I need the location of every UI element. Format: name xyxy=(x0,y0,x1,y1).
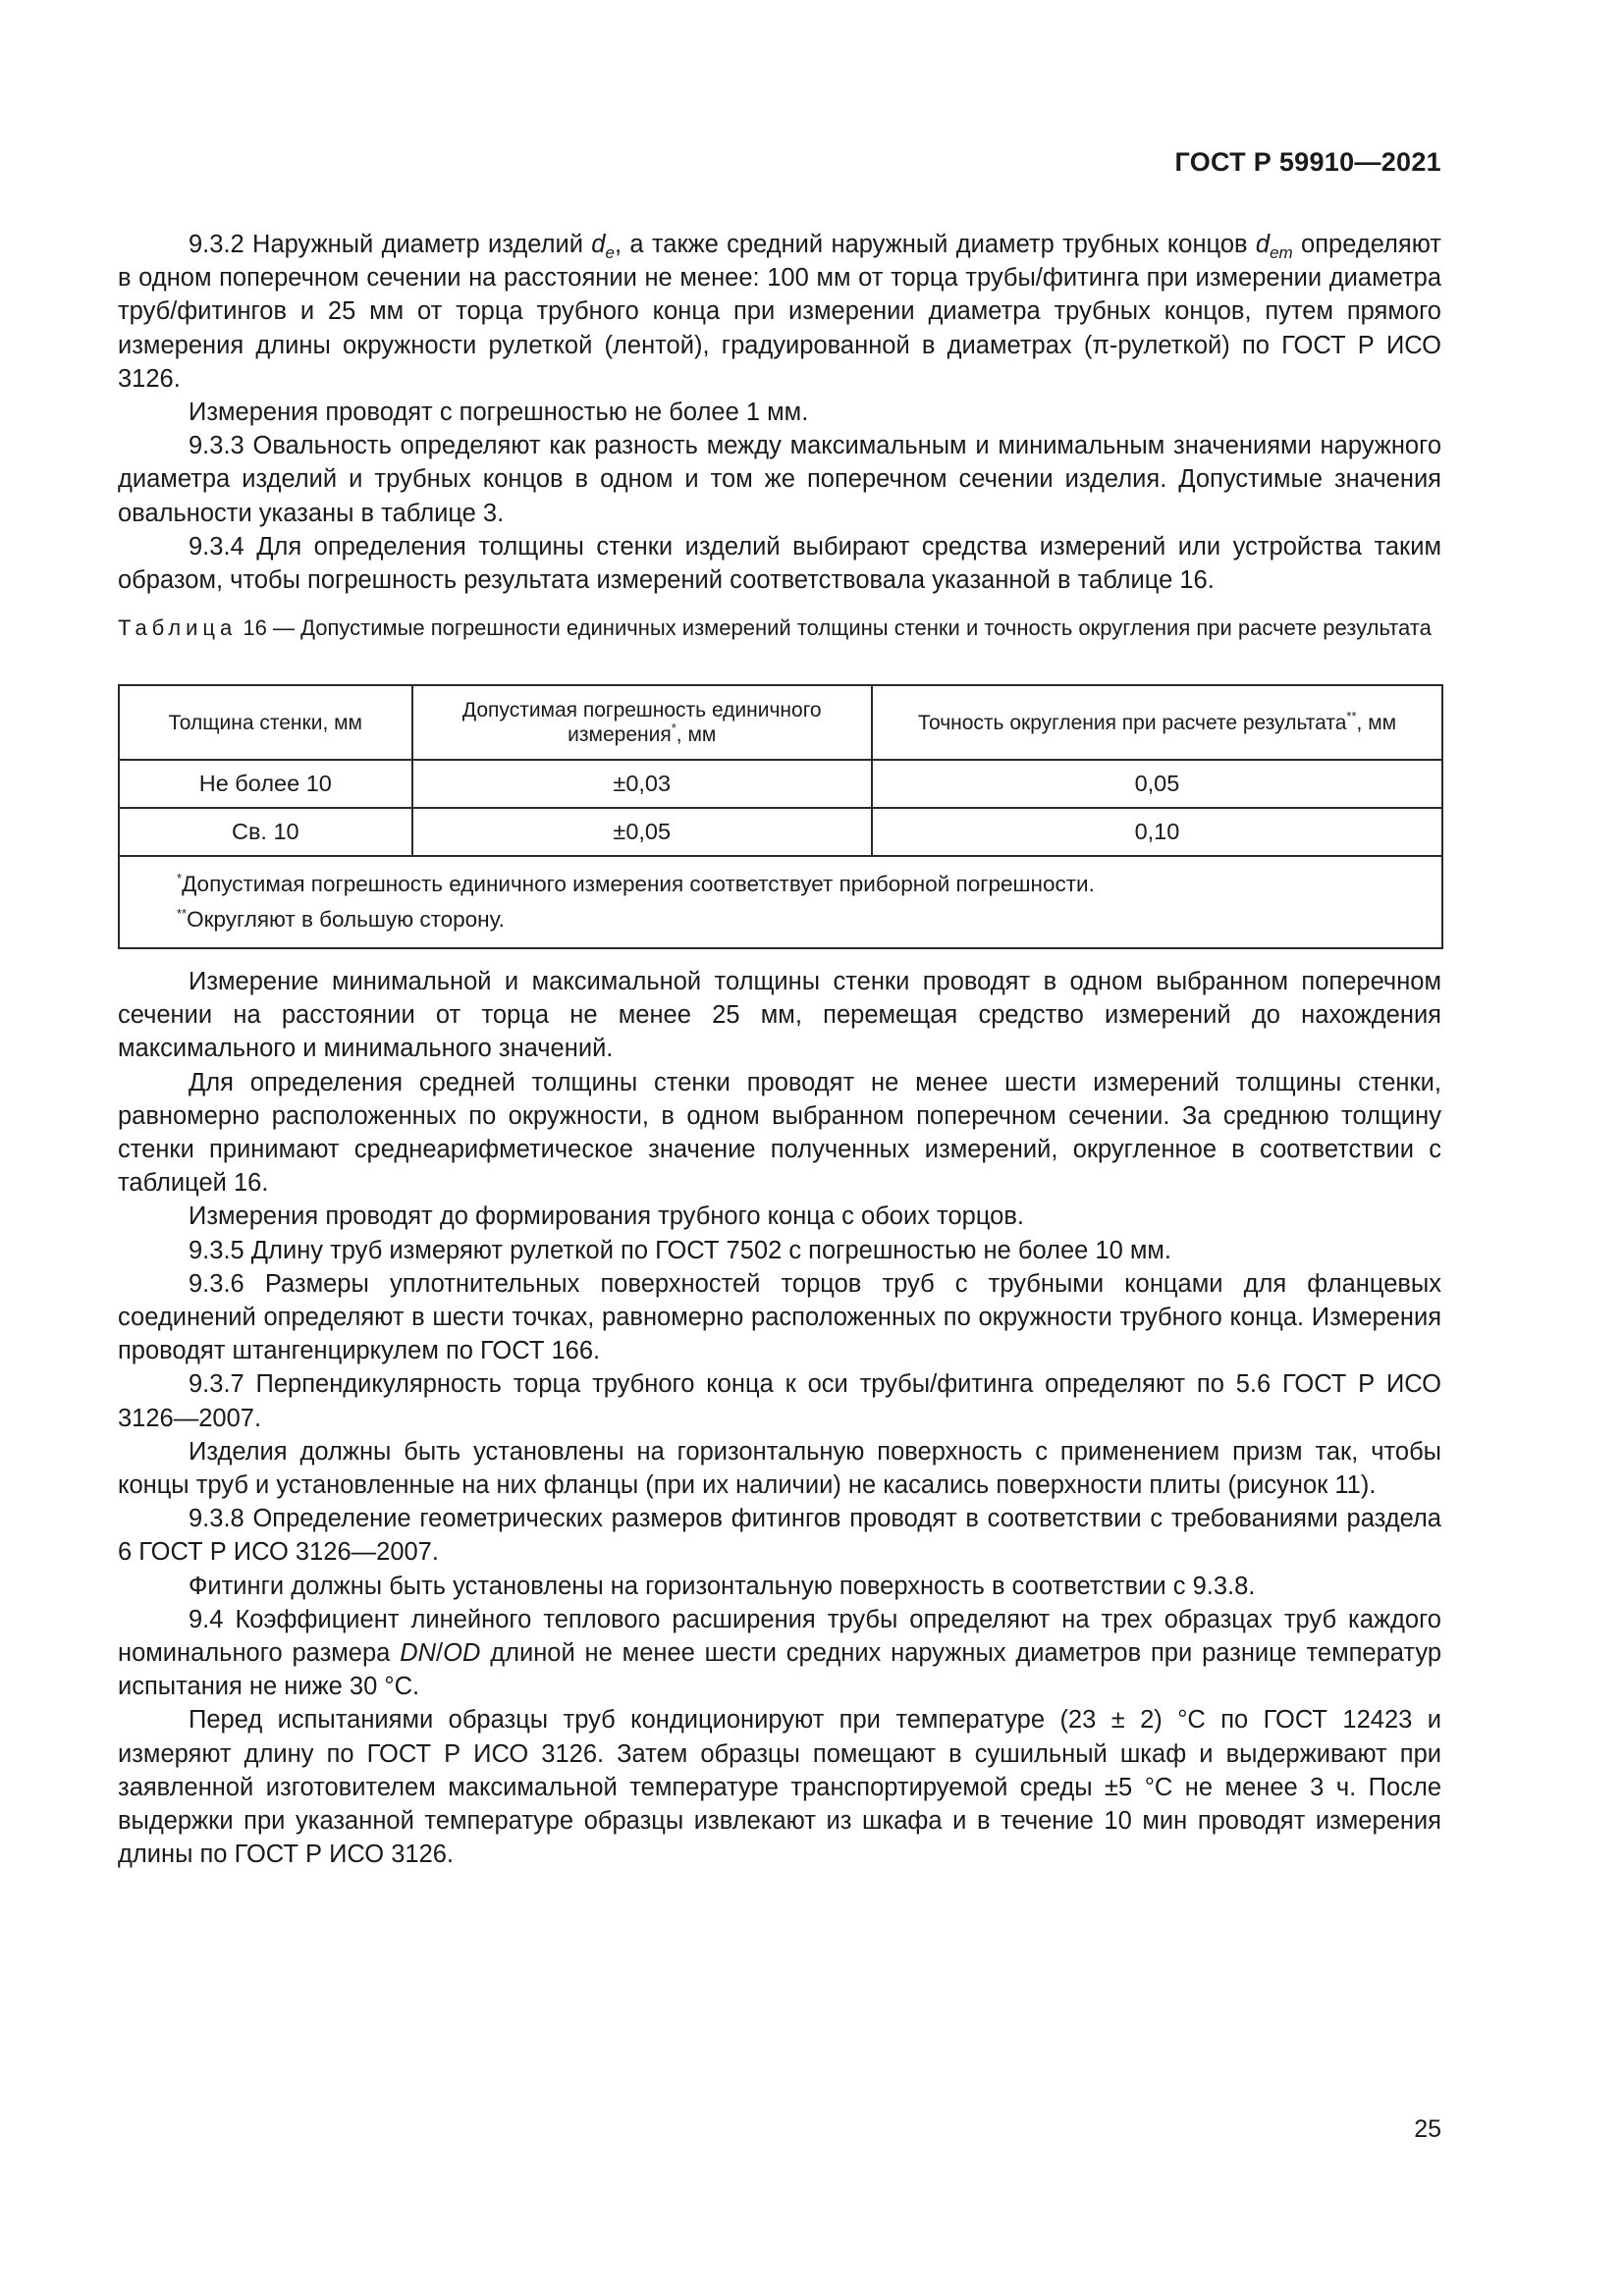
paragraph-9-3-4: 9.3.4 Для определения толщины стенки изделий выбирают средства измерений или устройства таким образом, чтобы погрешность результата измерений соответствовала указанной в таблице 16. xyxy=(118,532,1441,595)
paragraph-9-3-6: 9.3.6 Размеры уплотнительных поверхностей торцов труб с трубными концами для фланцевых соединений определяют в шести точках, равномерно расположенных по окружности трубного конца. Измерения проводят штангенциркулем по ГОСТ 166. xyxy=(118,1269,1441,1365)
table-note-2: **Округляют в большую сторону. xyxy=(177,906,505,932)
table-notes xyxy=(119,856,1442,948)
paragraph-test-procedure: Перед испытаниями образцы труб кондиционируют при температуре (23 ± 2) °С по ГОСТ 12423 и измеряют длину по ГОСТ Р ИСО 3126. Затем образцы помещают в сушильный шкаф и выдерживают при заявленной изготовителем максимальной температуре транспортируемой среды ±5 °С не менее 3 ч. После выдержки при указанной температуре образцы извлекают из шкафа и в течение 10 мин проводят измерения длины по ГОСТ Р ИСО 3126. xyxy=(118,1706,1441,1869)
table-caption-label: Таблица xyxy=(118,615,238,640)
table-row xyxy=(119,760,1442,808)
text-block-bottom xyxy=(118,965,1441,1871)
header-allowed-error: Допустимая погрешность единичного измерения*, мм xyxy=(412,685,872,760)
paragraph-min-max-thickness: Измерение минимальной и максимальной толщины стенки проводят в одном выбранном поперечном сечении на расстоянии от торца не менее 25 мм, перемещая средство измерений до нахождения максимального и минимального значений. xyxy=(118,968,1441,1063)
table-cell: Не более 10 xyxy=(119,760,412,808)
header-rounding-precision: Точность округления при расчете результата**, мм xyxy=(872,685,1442,760)
table-cell: ±0,03 xyxy=(412,760,872,808)
page-number: 25 xyxy=(1414,2115,1441,2143)
table-16 xyxy=(118,684,1443,949)
paragraph-accuracy: Измерения проводят с погрешностью не более 1 мм. xyxy=(189,399,809,427)
text-block-top xyxy=(118,228,1441,597)
header-wall-thickness: Толщина стенки, мм xyxy=(119,685,412,760)
table-notes-row xyxy=(119,856,1442,948)
paragraph-9-3-5: 9.3.5 Длину труб измеряют рулеткой по ГОСТ 7502 с погрешностью не более 10 мм. xyxy=(189,1236,1171,1264)
paragraph-9-3-8: 9.3.8 Определение геометрических размеров фитингов проводят в соответствии с требованиями раздела 6 ГОСТ Р ИСО 3126—2007. xyxy=(118,1505,1441,1567)
document-standard-number: ГОСТ Р 59910—2021 xyxy=(1174,147,1441,177)
paragraph-9-3-3: 9.3.3 Овальность определяют как разность между максимальным и минимальным значениями наружного диаметра изделий и трубных концов в одном и том же поперечном сечении изделия. Допустимые значения овальности указаны в таблице 3. xyxy=(118,432,1441,527)
paragraph-before-forming: Измерения проводят до формирования трубного конца с обоих торцов. xyxy=(189,1202,1024,1231)
var-d-e: $d_e$ xyxy=(591,231,615,262)
table-cell: 0,05 xyxy=(872,760,1442,808)
table-cell: 0,10 xyxy=(872,808,1442,856)
var-d-em: $d_{em}$ xyxy=(1255,231,1293,262)
table-note-1: *Допустимая погрешность единичного измерения соответствует приборной погрешности. xyxy=(177,871,1095,896)
paragraph-9-4: 9.4 Коэффициент линейного теплового расширения трубы определяют на трех образцах труб каждого номинального размера DN/OD длиной не менее шести средних наружных диаметров при разнице температур испытания не ниже 30 °С. xyxy=(118,1605,1442,1701)
table-caption-text: 16 — Допустимые погрешности единичных измерений толщины стенки и точность округления при расчете результата xyxy=(237,615,1432,640)
paragraph-products-placement: Изделия должны быть установлены на горизонтальную поверхность с применением призм так, чтобы концы труб и установленные на них фланцы (при их наличии) не касались поверхности плиты (рисунок 11). xyxy=(118,1437,1441,1500)
paragraph-9-3-2: 9.3.2 Наружный диаметр изделий $d_e$, а также средний наружный диаметр трубных концов $d_{em}$ определяют в одном поперечном сечении на расстоянии не менее: 100 мм от торца трубы/фитинга при измерении диаметра труб/фитингов и 25 мм от торца трубного конца при измерении диаметра трубных концов, путем прямого измерения длины окружности рулеткой (лентой), градуированной в диаметрах (π-рулеткой) по ГОСТ Р ИСО 3126. xyxy=(118,231,1441,393)
paragraph-average-thickness: Для определения средней толщины стенки проводят не менее шести измерений толщины стенки, равномерно расположенных по окружности, в одном выбранном поперечном сечении. За среднюю толщину стенки принимают среднеарифметическое значение полученных измерений, округленное в соответствии с таблицей 16. xyxy=(118,1068,1441,1198)
paragraph-fittings-placement: Фитинги должны быть установлены на горизонтальную поверхность в соответствии с 9.3.8. xyxy=(189,1572,1256,1600)
table-cell: ±0,05 xyxy=(412,808,872,856)
table-header-row xyxy=(119,685,1442,760)
table-cell: Св. 10 xyxy=(119,808,412,856)
table-row xyxy=(119,808,1442,856)
table-16-caption xyxy=(118,614,1441,642)
paragraph-9-3-7: 9.3.7 Перпендикулярность торца трубного конца к оси трубы/фитинга определяют по 5.6 ГОСТ Р ИСО 3126—2007. xyxy=(118,1370,1441,1432)
